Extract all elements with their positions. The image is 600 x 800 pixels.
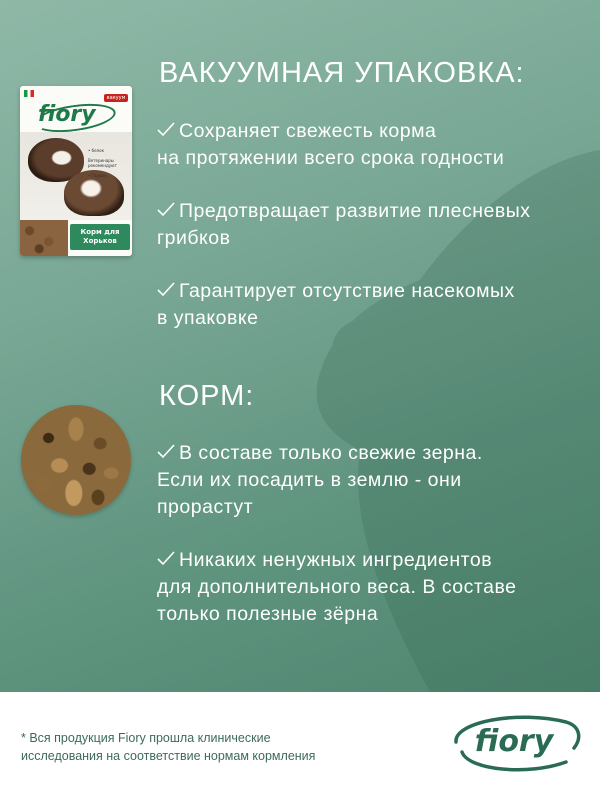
check-icon (157, 202, 175, 218)
benefit-item: Сохраняет свежесть корма на протяжении всего срока годности (157, 120, 505, 169)
footer (0, 692, 600, 800)
package-kibble-image (20, 220, 68, 256)
benefit-item: Никаких ненужных ингредиентов для дополнительного веса. В составе только полезные зёрна (157, 549, 517, 625)
fiory-logo (448, 712, 586, 778)
benefit-item: Гарантирует отсутствие насекомых в упаковке (157, 280, 515, 329)
package-bullet: • Таурин (88, 173, 107, 178)
check-icon (157, 551, 175, 567)
fiory-logo-text: fiory (474, 724, 554, 759)
package-logo: fiory (38, 102, 112, 130)
check-icon (157, 444, 175, 460)
package-bullet: • белок (88, 148, 104, 153)
vacuum-benefits-list (157, 118, 587, 332)
vacuum-section-title: ВАКУУМНАЯ УПАКОВКА: (159, 57, 525, 89)
kibble-image (21, 405, 131, 515)
package-bullet: Ветеринары рекомендуют (88, 158, 117, 168)
feed-benefits-list (157, 440, 587, 628)
benefit-item: В составе только свежие зерна. Если их посадить в землю - они прорастут (157, 442, 483, 518)
check-icon (157, 282, 175, 298)
footnote: * Вся продукция Fiory прошла клинические исследования на соответствие нормам кормления (21, 731, 316, 763)
product-package (20, 86, 132, 256)
package-bullets (88, 148, 128, 183)
feed-section-title: КОРМ: (159, 380, 255, 412)
vacuum-badge: вакуум (104, 94, 128, 102)
check-icon (157, 122, 175, 138)
italy-flag-icon (24, 90, 34, 97)
package-product-name: Корм для Хорьков (70, 224, 130, 250)
benefit-item: Предотвращает развитие плесневых грибков (157, 200, 531, 249)
